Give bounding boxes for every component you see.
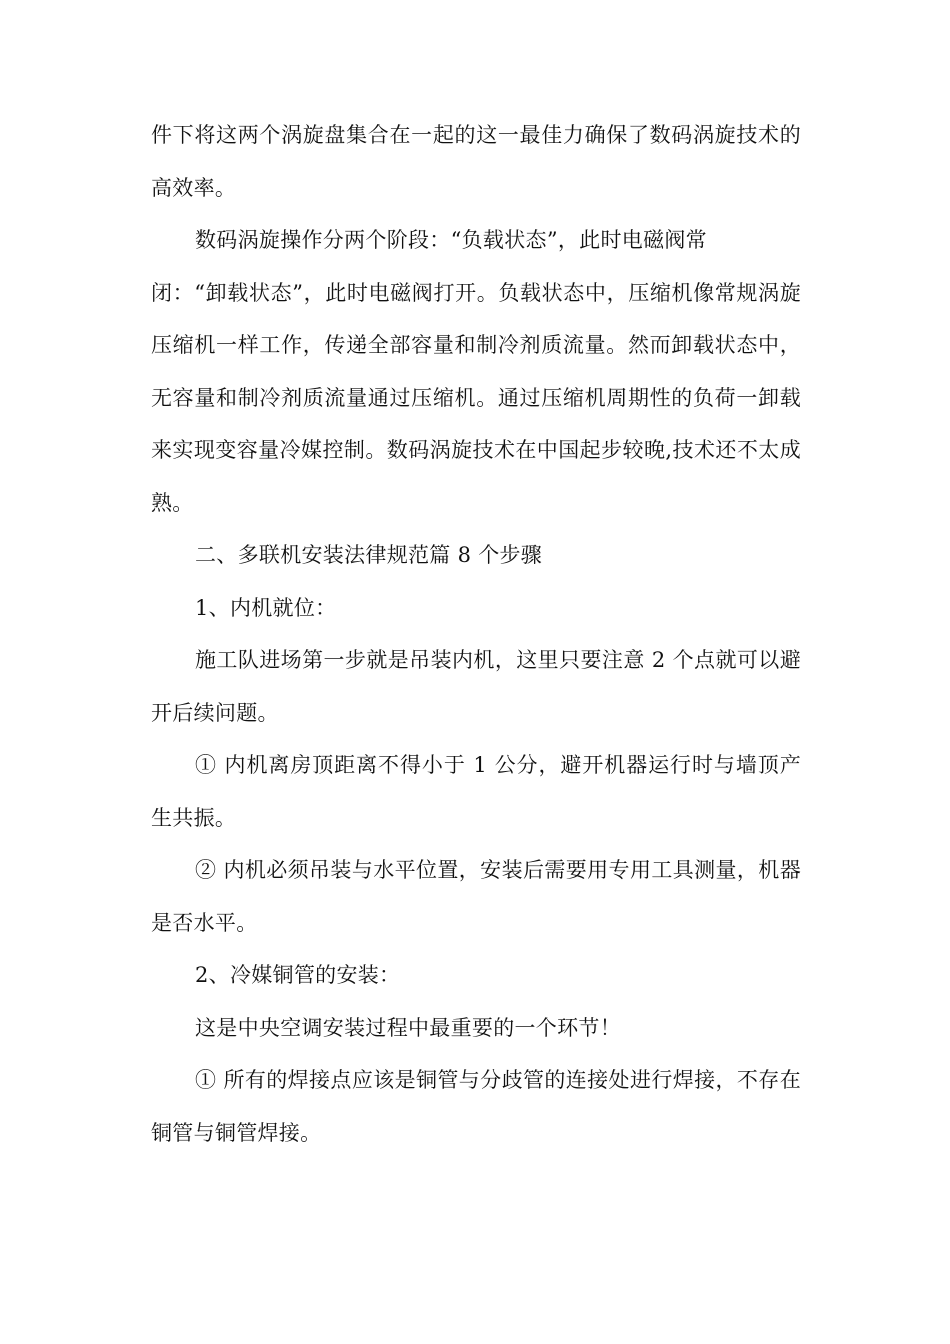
paragraph-scroll-efficiency: 件下将这两个涡旋盘集合在一起的这一最佳力确保了数码涡旋技术的高效率。: [151, 123, 801, 200]
list-item-level-position: ② 内机必须吊装与水平位置，安装后需要用专用工具测量，机器是否水平。: [151, 858, 801, 935]
paragraph-load-unload-states: 闭：“卸载状态”，此时电磁阀打开。负载状态中，压缩机像常规涡旋压缩机一样工作，传递全部容量和制冷剂质流量。然而卸载状态中，无容量和制冷剂质流量通过压缩机。通过压缩机周期性的负荷一卸载来实现变容量冷媒控制。数码涡旋技术在中国起步较晚,技术还不太成熟。: [151, 280, 801, 515]
list-item-welding-points: ① 所有的焊接点应该是铜管与分歧管的连接处进行焊接，不存在铜管与铜管焊接。: [151, 1068, 801, 1145]
document-body: [151, 109, 801, 1159]
step-heading-indoor-unit: 1、内机就位：: [195, 595, 337, 620]
paragraph-indoor-unit-hoisting: 施工队进场第一步就是吊装内机，这里只要注意 2 个点就可以避开后续问题。: [151, 648, 801, 725]
section-heading-install-steps: 二、多联机安装法律规范篇 8 个步骤: [195, 543, 543, 567]
list-item-ceiling-distance: ① 内机离房顶距离不得小于 1 公分，避开机器运行时与墙顶产生共振。: [151, 753, 801, 830]
step-heading-copper-pipe: 2、冷媒铜管的安装：: [195, 963, 401, 987]
paragraph-digital-scroll-stages: 数码涡旋操作分两个阶段：“负载状态”，此时电磁阀常: [195, 228, 707, 252]
paragraph-key-step-note: 这是中央空调安装过程中最重要的一个环节！: [195, 1015, 621, 1040]
